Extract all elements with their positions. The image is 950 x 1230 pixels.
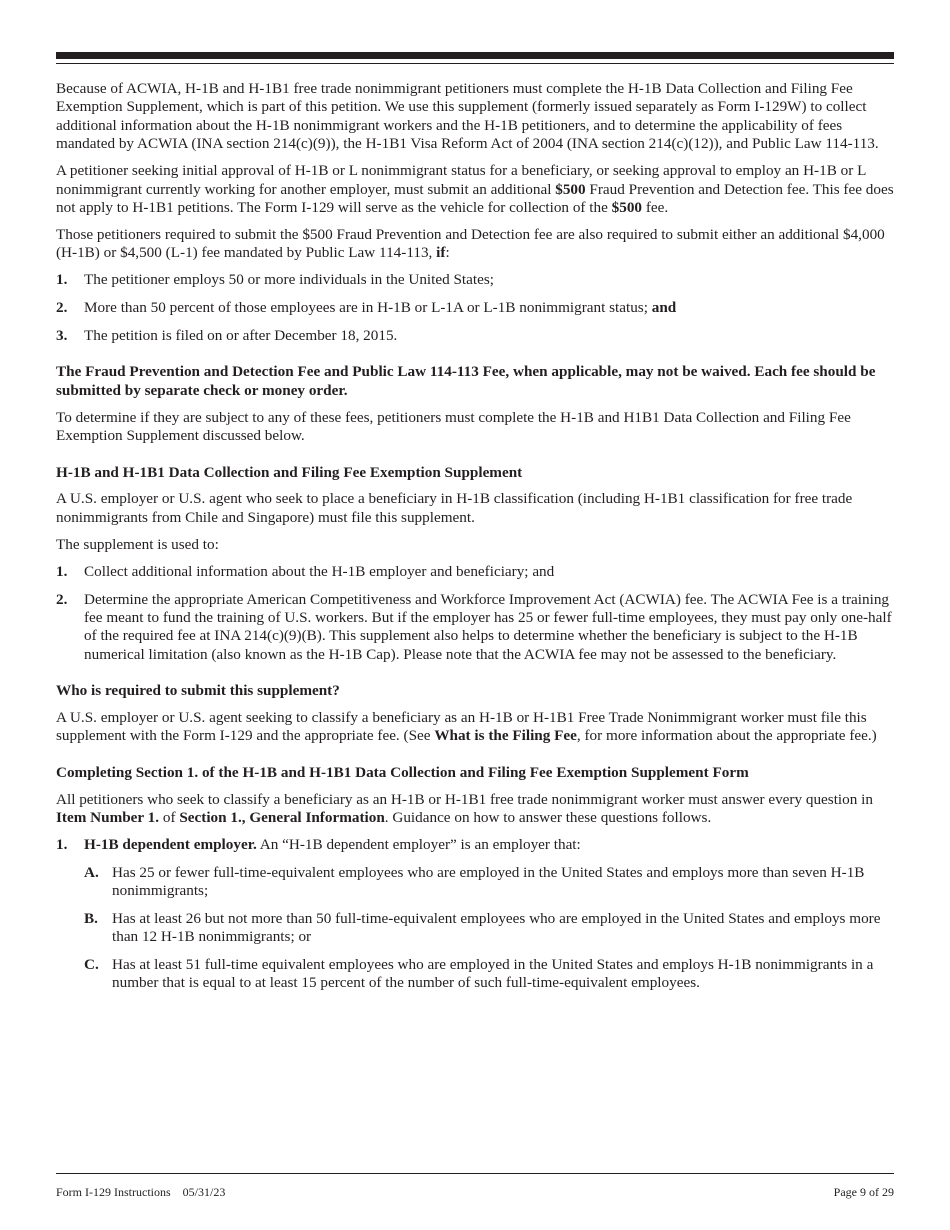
list-item: 2. Determine the appropriate American Competitiveness and Workforce Improvement Act (ACWIA) fee. The ACWIA Fee is a training fee meant to fund the training of U.S. workers. But if the employer has 25 or fewer full-time employees, they must pay only one-half of the required fee at INA 214(c)(9)(B). This supplement also helps to determine whether the beneficiary is subject to the H-1B numerical limitation (also known as the H-1B Cap). Please note that the ACWIA fee may not be assessed to the beneficiary. — [56, 590, 892, 663]
intro-paragraph-1: Because of ACWIA, H-1B and H-1B1 free trade nonimmigrant petitioners must complete the H-1B Data Collection and Filing Fee Exemption Supplement, which is part of this petition. We use this supplement (formerly issued separately as Form I-129W) to collect additional information about the H-1B nonimmigrant workers and the H-1B petitioners, and to determine the applicability of fees mandated by ACWIA (INA section 214(c)(9)), the H-1B1 Visa Reform Act of 2004 (INA section 214(c)(12)), and Public Law 114-113. — [56, 80, 879, 153]
supplement-heading: H-1B and H-1B1 Data Collection and Filing Fee Exemption Supplement — [56, 463, 523, 481]
header-rule-thin — [56, 63, 894, 64]
footer-rule — [56, 1173, 894, 1174]
section1-heading: Completing Section 1. of the H-1B and H-1B1 Data Collection and Filing Fee Exemption Supplement Form — [56, 763, 749, 781]
who-paragraph: A U.S. employer or U.S. agent seeking to classify a beneficiary as an H-1B or H-1B1 Free Trade Nonimmigrant worker must file this supplement with the Form I-129 and the appropriate fee. (See What is the Filing Fee, for more information about the appropriate fee.) — [56, 709, 877, 745]
supplement-uses-list — [56, 563, 894, 665]
fee-warning: The Fraud Prevention and Detection Fee and Public Law 114-113 Fee, when applicable, may not be waived. Each fee should be submitted by separate check or money order. — [56, 363, 876, 399]
who-heading: Who is required to submit this supplement? — [56, 682, 340, 700]
list-item: 3. The petition is filed on or after December 18, 2015. — [56, 326, 398, 344]
list-item: C. Has at least 51 full-time equivalent employees who are employed in the United States and employs H-1B nonimmigrants in a number that is equal to at least 15 percent of the number of such full-time-equivalent employees. — [84, 955, 874, 992]
list-item: 1. Collect additional information about the H-1B employer and beneficiary; and — [56, 562, 555, 580]
supplement-paragraph-2: The supplement is used to: — [56, 535, 219, 553]
h1b-dependent-item: 1. H-1B dependent employer. An “H-1B dependent employer” is an employer that: — [56, 836, 581, 854]
list-item: 2. More than 50 percent of those employees are in H-1B or L-1A or L-1B nonimmigrant status; and — [56, 299, 677, 317]
list-item: 1. The petitioner employs 50 or more individuals in the United States; — [56, 271, 494, 289]
list-item: B. Has at least 26 but not more than 50 full-time-equivalent employees who are employed in the United States and employs more than 12 H-1B nonimmigrants; or — [84, 909, 881, 946]
footer-page-number: Page 9 of 29 — [833, 1185, 894, 1199]
determine-paragraph: To determine if they are subject to any of these fees, petitioners must complete the H-1B and H1B1 Data Collection and Filing Fee Exemption Supplement discussed below. — [56, 408, 851, 445]
page-content — [56, 80, 894, 1001]
section1-paragraph: All petitioners who seek to classify a beneficiary as an H-1B or H-1B1 free trade nonimmigrant worker must answer every question in Item Number 1. of Section 1., General Information. Guidance on how to answer these questions follows. — [56, 790, 873, 827]
supplement-paragraph-1: A U.S. employer or U.S. agent who seek to place a beneficiary in H-1B classification (including H-1B1 classification for free trade nonimmigrants from Chile and Singapore) must file this supplement. — [56, 490, 853, 526]
intro-paragraph-2: A petitioner seeking initial approval of H-1B or L nonimmigrant status for a beneficiary, or seeking approval to employ an H-1B or L nonimmigrant currently working for another employer, must submit an additional $500 Fraud Prevention and Detection fee. This fee does not apply to H-1B1 petitions. The Form I-129 will serve as the vehicle for collection of the $500 fee. — [56, 162, 894, 216]
list-item: A. Has 25 or fewer full-time-equivalent employees who are employed in the United States and employs more than seven H-1B nonimmigrants; — [84, 864, 865, 900]
page-footer — [56, 1185, 894, 1200]
footer-date: 05/31/23 — [182, 1185, 226, 1199]
header-rule-thick — [56, 52, 894, 59]
conditions-list — [56, 271, 894, 345]
footer-form-name: Form I-129 Instructions — [56, 1185, 171, 1199]
intro-paragraph-3: Those petitioners required to submit the $500 Fraud Prevention and Detection fee are also required to submit either an additional $4,000 (H-1B) or $4,500 (L-1) fee mandated by Public Law 114-113, if: — [56, 225, 885, 262]
footer-form-info — [56, 1185, 225, 1200]
